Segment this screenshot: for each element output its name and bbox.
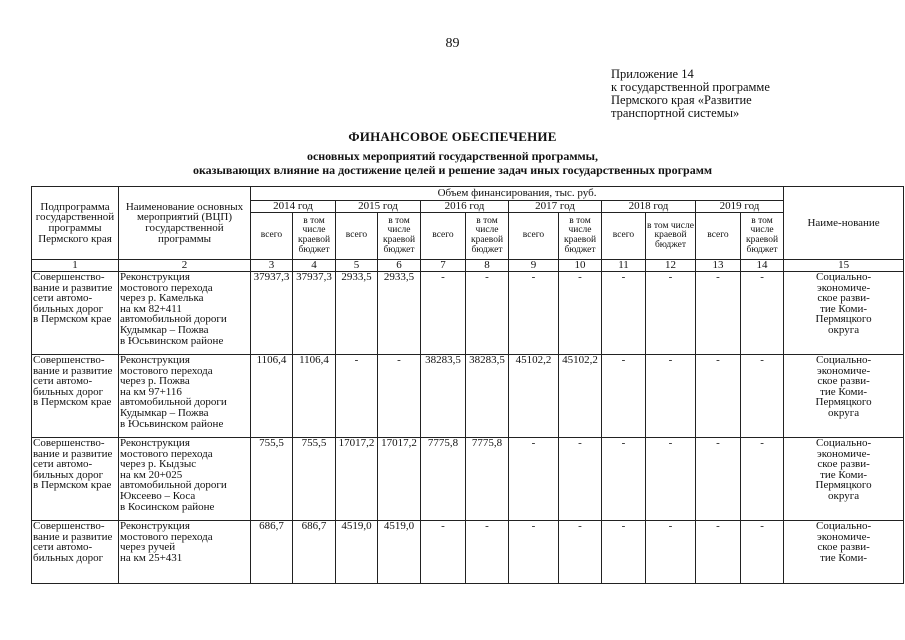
header-regional: в том числе краевой бюджет <box>466 213 509 260</box>
column-number: 10 <box>559 260 602 272</box>
subprogram-line: вание и развитие <box>33 530 113 543</box>
name-line: Пермяцкого <box>815 313 872 326</box>
name-line: экономиче- <box>817 530 871 543</box>
value-cell: 17017,2 <box>336 438 378 521</box>
header-year: 2016 год <box>421 201 509 213</box>
subprogram-line: вание и развитие <box>33 281 113 294</box>
header-activity: Наименование основных мероприятий (ВЦП) государственной программы <box>119 187 251 260</box>
activity-line: на км 25+431 <box>120 551 183 564</box>
activity-line: через р. Пожва <box>120 375 190 388</box>
activity-line: Реконструкция <box>120 520 190 532</box>
activity-cell <box>119 521 251 584</box>
name-line: тие Коми- <box>820 468 868 481</box>
subprogram-cell <box>32 521 119 584</box>
activity-line: автомобильной дороги <box>120 396 227 409</box>
header-total: всего <box>421 213 466 260</box>
value-cell: 7775,8 <box>421 438 466 521</box>
name-line: Пермяцкого <box>815 479 872 492</box>
name-line: Социально- <box>816 437 872 449</box>
header-regional: в том числе краевой бюджет <box>559 213 602 260</box>
value-cell: - <box>466 272 509 355</box>
activity-cell <box>119 438 251 521</box>
column-number: 7 <box>421 260 466 272</box>
value-cell: 38283,5 <box>421 355 466 438</box>
table-row <box>32 438 904 521</box>
subprogram-line: Совершенство- <box>33 520 105 532</box>
activity-line: через р. Кыдзыс <box>120 458 197 471</box>
activity-line: мостового перехода <box>120 281 213 294</box>
header-regional: в том числе краевой бюджет <box>741 213 784 260</box>
value-cell: - <box>741 438 784 521</box>
header-year: 2018 год <box>602 201 696 213</box>
value-cell: - <box>509 521 559 584</box>
header-regional: в том числе краевой бюджет <box>378 213 421 260</box>
value-cell: 7775,8 <box>466 438 509 521</box>
header-total: всего <box>509 213 559 260</box>
name-line: ское разви- <box>817 541 870 554</box>
name-line: тие Коми- <box>820 302 868 315</box>
subtitle-line-2: оказывающих влияние на достижение целей и решение задач иных государственных программ <box>192 163 713 177</box>
value-cell: 45102,2 <box>559 355 602 438</box>
header-total: всего <box>251 213 293 260</box>
value-cell: 4519,0 <box>378 521 421 584</box>
activity-cell <box>119 272 251 355</box>
name-line: ское разви- <box>817 292 870 305</box>
value-cell: - <box>696 438 741 521</box>
value-cell: 686,7 <box>251 521 293 584</box>
name-line: экономиче- <box>817 447 871 460</box>
header-regional: в том числе краевой бюджет <box>646 213 696 260</box>
value-cell: 686,7 <box>293 521 336 584</box>
column-number: 9 <box>509 260 559 272</box>
table-row <box>32 272 904 355</box>
value-cell: - <box>559 521 602 584</box>
header-year: 2017 год <box>509 201 602 213</box>
activity-line: Кудымкар – Пожва <box>120 323 209 336</box>
activity-line: Юксеево – Коса <box>120 489 196 502</box>
column-number: 2 <box>119 260 251 272</box>
subprogram-line: Совершенство- <box>33 271 105 283</box>
name-line: тие Коми- <box>820 551 868 564</box>
name-cell <box>784 355 904 438</box>
activity-line: Кудымкар – Пожва <box>120 406 209 419</box>
value-cell: 37937,3 <box>251 272 293 355</box>
name-line: экономиче- <box>817 281 871 294</box>
activity-line: мостового перехода <box>120 530 213 543</box>
subprogram-line: в Пермском крае <box>33 396 112 409</box>
header-subprogram: Подпрограмма государственной программы Пермского края <box>32 187 119 260</box>
value-cell: - <box>509 272 559 355</box>
table-row <box>32 521 904 584</box>
activity-line: автомобильной дороги <box>120 313 227 326</box>
name-line: Пермяцкого <box>815 396 872 409</box>
appendix-line: Пермского края «Развитие <box>611 93 752 107</box>
value-cell: - <box>696 272 741 355</box>
value-cell: - <box>602 521 646 584</box>
activity-line: мостового перехода <box>120 447 213 460</box>
activity-line: на км 20+025 <box>120 468 183 481</box>
name-line: тие Коми- <box>820 385 868 398</box>
value-cell: - <box>741 521 784 584</box>
header-regional: в том числе краевой бюджет <box>293 213 336 260</box>
document-subtitle <box>0 149 905 177</box>
column-number: 5 <box>336 260 378 272</box>
value-cell: 1106,4 <box>251 355 293 438</box>
value-cell: - <box>509 438 559 521</box>
value-cell: - <box>602 272 646 355</box>
activity-line: Реконструкция <box>120 437 190 449</box>
header-year: 2014 год <box>251 201 336 213</box>
value-cell: - <box>559 272 602 355</box>
value-cell: 2933,5 <box>336 272 378 355</box>
subprogram-cell <box>32 272 119 355</box>
name-cell <box>784 521 904 584</box>
subprogram-cell <box>32 438 119 521</box>
activity-line: в Юсьвинском районе <box>120 334 224 347</box>
name-line: округа <box>828 406 860 419</box>
header-total: всего <box>602 213 646 260</box>
header-year: 2015 год <box>336 201 421 213</box>
financing-table <box>31 186 904 584</box>
subprogram-line: вание и развитие <box>33 364 113 377</box>
name-cell <box>784 272 904 355</box>
activity-line: на км 82+411 <box>120 302 182 315</box>
activity-line: на км 97+116 <box>120 385 182 398</box>
value-cell: - <box>646 272 696 355</box>
value-cell: 1106,4 <box>293 355 336 438</box>
name-line: округа <box>828 489 860 502</box>
subprogram-line: бильных дорог <box>33 385 104 398</box>
activity-line: автомобильной дороги <box>120 479 227 492</box>
name-line: Социально- <box>816 520 872 532</box>
subprogram-line: бильных дорог <box>33 468 104 481</box>
column-number: 11 <box>602 260 646 272</box>
value-cell: - <box>466 521 509 584</box>
value-cell: - <box>378 355 421 438</box>
name-line: ское разви- <box>817 458 870 471</box>
column-number: 13 <box>696 260 741 272</box>
value-cell: - <box>741 355 784 438</box>
subprogram-line: сети автомо- <box>33 458 93 471</box>
value-cell: 45102,2 <box>509 355 559 438</box>
activity-line: через р. Камелька <box>120 292 204 305</box>
value-cell: - <box>421 521 466 584</box>
column-number: 4 <box>293 260 336 272</box>
column-numbers-row <box>32 260 904 272</box>
value-cell: - <box>646 521 696 584</box>
column-number: 3 <box>251 260 293 272</box>
header-total: всего <box>336 213 378 260</box>
name-line: округа <box>828 323 860 336</box>
header-financing: Объем финансирования, тыс. руб. <box>251 187 784 201</box>
table-row <box>32 355 904 438</box>
column-number: 6 <box>378 260 421 272</box>
subprogram-line: в Пермском крае <box>33 479 112 492</box>
header-total: всего <box>696 213 741 260</box>
appendix-note <box>611 68 770 120</box>
value-cell: - <box>646 355 696 438</box>
name-line: Социально- <box>816 354 872 366</box>
page-number: 89 <box>445 36 460 51</box>
activity-line: в Косинском районе <box>120 500 215 513</box>
subprogram-line: бильных дорог <box>33 302 104 315</box>
value-cell: - <box>602 355 646 438</box>
value-cell: - <box>741 272 784 355</box>
value-cell: 755,5 <box>251 438 293 521</box>
subprogram-line: Совершенство- <box>33 354 105 366</box>
value-cell: - <box>696 521 741 584</box>
column-number: 12 <box>646 260 696 272</box>
subtitle-line-1: основных мероприятий государственной программы, <box>306 149 599 163</box>
value-cell: 38283,5 <box>466 355 509 438</box>
subprogram-line: Совершенство- <box>33 437 105 449</box>
value-cell: - <box>559 438 602 521</box>
value-cell: 2933,5 <box>378 272 421 355</box>
column-number: 14 <box>741 260 784 272</box>
subprogram-line: сети автомо- <box>33 292 93 305</box>
column-number: 15 <box>784 260 904 272</box>
value-cell: 37937,3 <box>293 272 336 355</box>
value-cell: 4519,0 <box>336 521 378 584</box>
value-cell: 17017,2 <box>378 438 421 521</box>
appendix-line: Приложение 14 <box>611 67 694 81</box>
subprogram-line: в Пермском крае <box>33 313 112 326</box>
value-cell: 755,5 <box>293 438 336 521</box>
value-cell: - <box>602 438 646 521</box>
appendix-line: к государственной программе <box>611 80 770 94</box>
value-cell: - <box>336 355 378 438</box>
activity-line: в Юсьвинском районе <box>120 417 224 430</box>
subprogram-line: вание и развитие <box>33 447 113 460</box>
subprogram-line: сети автомо- <box>33 541 93 554</box>
activity-line: через ручей <box>120 541 176 554</box>
value-cell: - <box>696 355 741 438</box>
activity-cell <box>119 355 251 438</box>
header-name: Наиме-нование <box>784 187 904 260</box>
subprogram-cell <box>32 355 119 438</box>
name-line: Социально- <box>816 271 872 283</box>
name-cell <box>784 438 904 521</box>
header-year: 2019 год <box>696 201 784 213</box>
subprogram-line: сети автомо- <box>33 375 93 388</box>
activity-line: Реконструкция <box>120 271 190 283</box>
value-cell: - <box>646 438 696 521</box>
value-cell: - <box>421 272 466 355</box>
activity-line: мостового перехода <box>120 364 213 377</box>
name-line: ское разви- <box>817 375 870 388</box>
appendix-line: транспортной системы» <box>611 106 740 120</box>
document-title: ФИНАНСОВОЕ ОБЕСПЕЧЕНИЕ <box>348 129 557 144</box>
column-number: 1 <box>32 260 119 272</box>
column-number: 8 <box>466 260 509 272</box>
subprogram-line: бильных дорог <box>33 551 104 564</box>
name-line: экономиче- <box>817 364 871 377</box>
activity-line: Реконструкция <box>120 354 190 366</box>
